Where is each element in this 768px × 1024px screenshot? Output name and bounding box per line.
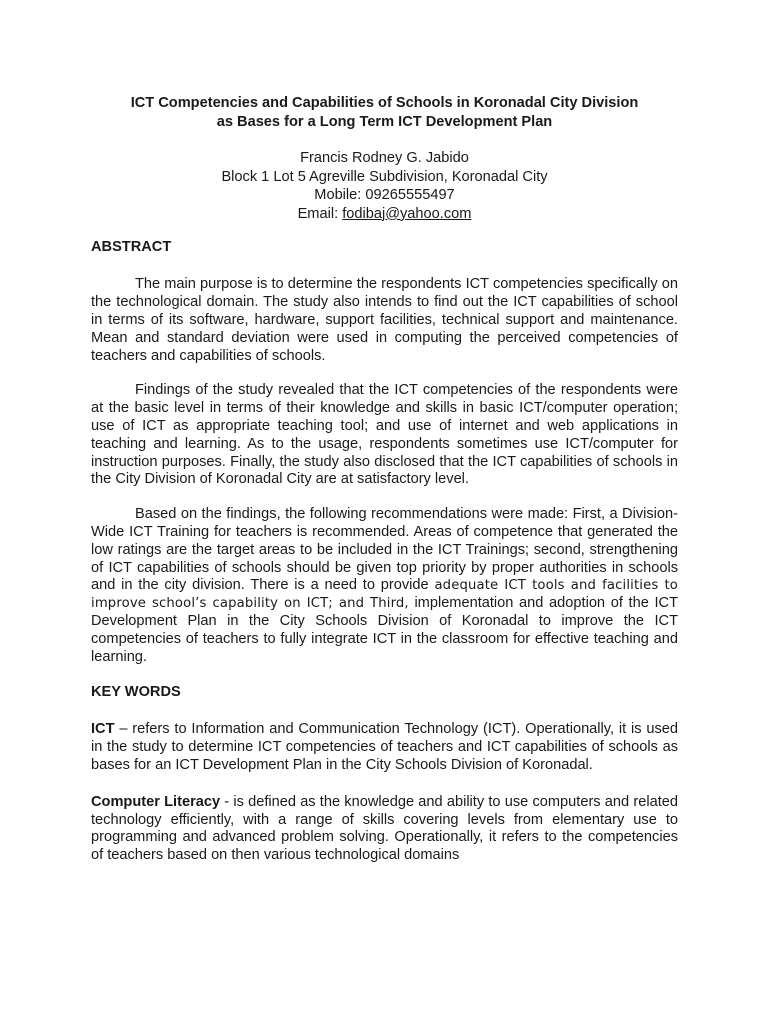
keyword-term: Computer Literacy bbox=[91, 793, 221, 810]
paper-title bbox=[91, 94, 678, 132]
abstract-paragraph-3-part-3: implementation and adoption of the ICT Development Plan in the City Schools Division of Koronadal to improve the ICT competencies of teachers to fully integrate ICT in the classroom for effective teaching and learning. bbox=[91, 595, 678, 665]
abstract-paragraph-3-part-2: adequate ICT tools and facilities to improve school’s capability on ICT; and Third, bbox=[91, 578, 679, 612]
abstract-paragraph-3-part-1: Based on the findings, the following recommendations were made: First, a Division-Wide ICT Training for teachers is recommended. Areas of competence that generated the low ratings are the target areas to be included in the ICT Trainings; second, strengthening of ICT capabilities of schools should be given top priority by proper authorities in schools and in the city division. There is a need to provide bbox=[91, 506, 678, 594]
abstract-paragraph-2: Findings of the study revealed that the ICT competencies of the respondents were at the basic level in terms of their knowledge and skills in basic ICT/computer operation; use of ICT as appropriate teaching tool; and use of internet and web applications in teaching and learning. As to the usage, respondents sometimes use ICT/computer for instruction purposes. Finally, the study also disclosed that the ICT capabilities of schools in the City Division of Koronadal City are at satisfactory level. bbox=[91, 382, 678, 488]
keyword-entry-ict bbox=[91, 721, 678, 774]
abstract-paragraph-1: The main purpose is to determine the respondents ICT competencies specifically on the technological domain. The study also intends to find out the ICT capabilities of school in terms of its software, hardware, support facilities, technical support and maintenance. Mean and standard deviation were used in computing the perceived competencies of teachers and capabilities of schools. bbox=[91, 276, 678, 364]
email-link[interactable]: fodibaj@yahoo.com bbox=[342, 205, 472, 222]
author-mobile: Mobile: 09265555497 bbox=[314, 187, 455, 204]
document-page bbox=[91, 86, 678, 865]
keyword-definition: – refers to Information and Communication Technology (ICT). Operationally, it is used in the study to determine ICT competencies of teachers and ICT capabilities of schools as bases for an ICT Development Plan in the City Schools Division of Koronadal. bbox=[91, 721, 678, 773]
author-name: Francis Rodney G. Jabido bbox=[300, 150, 469, 166]
keyword-definition: - is defined as the knowledge and ability to use computers and related technology efficiently, with a range of skills covering levels from elementary use to programming and advanced problem solving. Operationally, it refers to the competencies of teachers based on then various technological domains bbox=[91, 793, 678, 864]
keywords-heading: KEY WORDS bbox=[91, 684, 181, 701]
author-email bbox=[91, 205, 678, 224]
author-block bbox=[91, 149, 678, 223]
title-line-2: as Bases for a Long Term ICT Development Plan bbox=[216, 114, 553, 130]
author-address: Block 1 Lot 5 Agreville Subdivision, Koronadal City bbox=[221, 168, 548, 185]
email-label: Email: bbox=[297, 205, 343, 222]
abstract-paragraph-3 bbox=[91, 506, 678, 666]
abstract-heading: ABSTRACT bbox=[91, 239, 172, 256]
keyword-entry-computer-literacy bbox=[91, 794, 678, 865]
title-line-1: ICT Competencies and Capabilities of Schools in Koronadal City Division bbox=[130, 95, 639, 111]
keyword-term: ICT bbox=[91, 721, 115, 738]
